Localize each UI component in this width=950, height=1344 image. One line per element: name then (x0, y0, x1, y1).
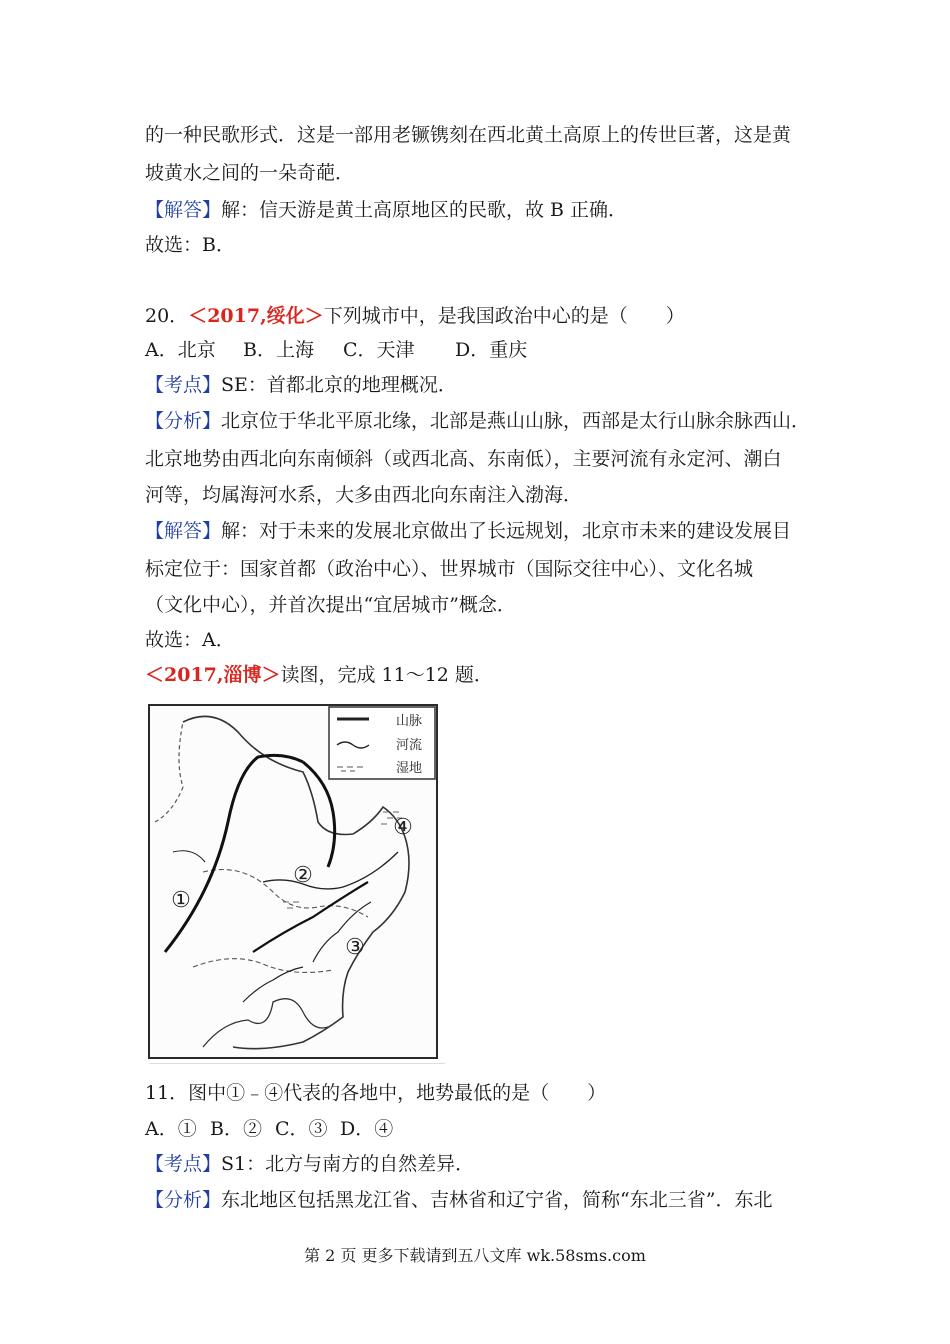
analysis-text: 北京位于华北平原北缘，北部是燕山山脉，西部是太行山脉余脉西山． (221, 410, 811, 432)
text-line: 的一种民歌形式．这是一部用老镢镌刻在西北黄土高原上的传世巨著，这是黄 (145, 124, 792, 146)
analysis-text: 东北地区包括黑龙江省、吉林省和辽宁省，简称“东北三省”．东北 (221, 1189, 773, 1211)
point-tag: 【考点】 (145, 374, 222, 396)
answer-line (145, 519, 791, 543)
page-footer: 第 2 页 更多下载请到五八文库 wk.58sms.com (304, 1246, 646, 1265)
option-d: D．④ (340, 1118, 394, 1140)
point-line (145, 1152, 474, 1176)
option-a: A．① (145, 1118, 197, 1140)
group-text: 读图，完成 11～12 题． (280, 664, 493, 686)
analysis-line (145, 1188, 772, 1212)
legend-river-label: 河流 (395, 738, 423, 753)
answer-tag: 【解答】 (145, 520, 222, 542)
option-d: D．重庆 (455, 339, 528, 361)
answer-text: 解：对于未来的发展北京做出了长远规划，北京市未来的建设发展目 (221, 520, 792, 542)
analysis-line: 河等，均属海河水系，大多由西北向东南注入渤海． (145, 484, 583, 506)
question-20-stem (145, 304, 685, 328)
question-20-options (145, 338, 527, 362)
option-c: C．③ (275, 1118, 328, 1140)
choice-line: 故选：A． (145, 629, 235, 651)
map-marker-1: ① (171, 888, 191, 913)
analysis-line: 北京地势由西北向东南倾斜（或西北高、东南低），主要河流有永定河、潮白 (145, 448, 782, 470)
legend-mountain-label: 山脉 (395, 714, 423, 729)
answer-line: 标定位于：国家首都（政治中心）、世界城市（国际交往中心）、文化名城 (145, 558, 754, 580)
answer-text: 解：信天游是黄土高原地区的民歌，故 B 正确． (221, 199, 628, 221)
question-text: 下列城市中，是我国政治中心的是（ ） (323, 305, 685, 327)
analysis-line (145, 409, 810, 433)
question-11-options (145, 1117, 393, 1141)
analysis-tag: 【分析】 (145, 410, 222, 432)
group-source: ＜2017,淄博＞ (145, 664, 281, 686)
point-tag: 【考点】 (145, 1153, 222, 1175)
question-source: ＜2017,绥化＞ (188, 305, 324, 327)
point-line (145, 373, 457, 397)
answer-line (145, 198, 627, 222)
question-11-stem: 11．图中①﹣④代表的各地中，地势最低的是（ ） (145, 1082, 607, 1104)
analysis-tag: 【分析】 (145, 1189, 222, 1211)
map-marker-2: ② (293, 863, 313, 888)
map-legend (329, 707, 435, 779)
northeast-china-map (143, 702, 445, 1064)
answer-line: （文化中心），并首次提出“宜居城市”概念． (145, 594, 516, 616)
group-intro (145, 663, 493, 687)
point-text: S1：北方与南方的自然差异． (221, 1153, 475, 1175)
choice-line: 故选：B． (145, 234, 235, 256)
point-text: SE：首都北京的地理概况． (221, 374, 457, 396)
legend-wetland-label: 湿地 (395, 761, 423, 776)
option-c: C．天津 (343, 339, 415, 361)
text-line: 坡黄水之间的一朵奇葩． (145, 162, 355, 184)
option-b: B．上海 (243, 339, 314, 361)
map-marker-3: ③ (345, 935, 365, 960)
question-number: 20． (145, 305, 189, 327)
map-marker-4: ④ (393, 815, 413, 840)
option-b: B．② (210, 1118, 262, 1140)
answer-tag: 【解答】 (145, 199, 222, 221)
option-a: A．北京 (145, 339, 216, 361)
